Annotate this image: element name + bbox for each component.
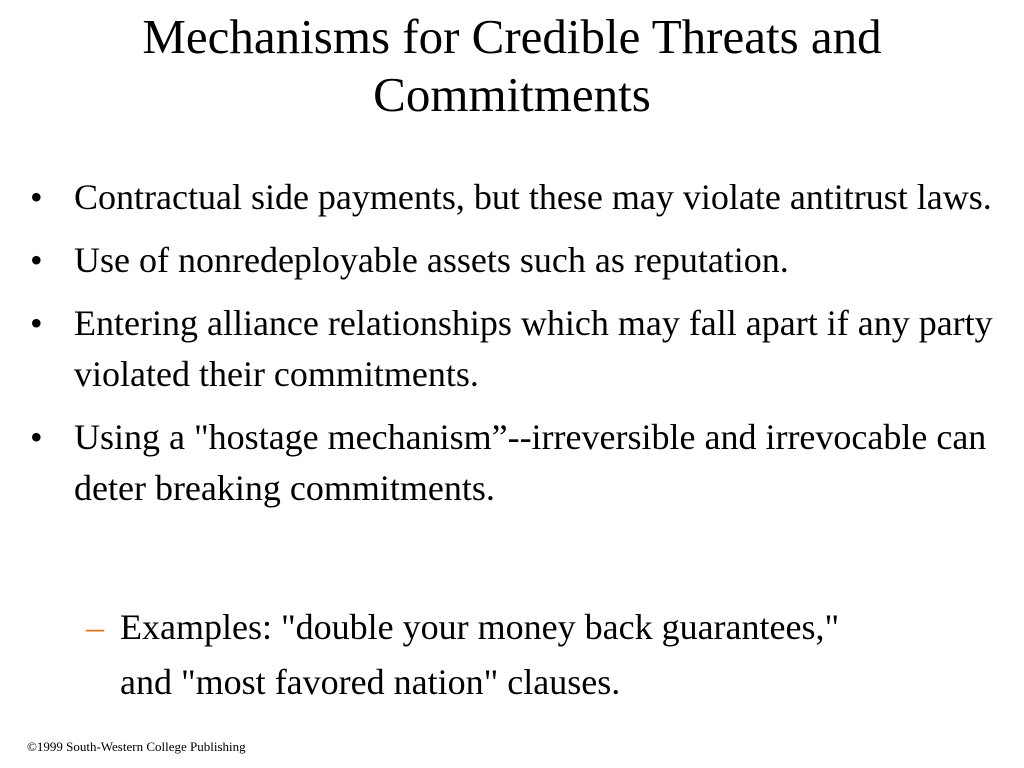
bullet-marker: • bbox=[30, 417, 43, 457]
bullet-marker: • bbox=[30, 303, 43, 343]
slide-title: Mechanisms for Credible Threats and Commitments bbox=[142, 9, 882, 122]
bullet-text: Use of nonredeployable assets such as reputation. bbox=[74, 240, 789, 280]
bullet-marker: • bbox=[30, 177, 43, 217]
bullet-text: Entering alliance relationships which may fall apart if any party violated their commitments. bbox=[74, 303, 993, 394]
sub-bullet-text: Examples: "double your money back guarantees," and "most favored nation" clauses. bbox=[120, 607, 840, 702]
bullet-marker: • bbox=[30, 240, 43, 280]
bullet-item bbox=[30, 412, 1000, 514]
bullet-text: Using a "hostage mechanism”--irreversible and irrevocable can deter breaking commitments. bbox=[74, 417, 987, 508]
bullet-item bbox=[30, 298, 1000, 400]
bullet-list bbox=[30, 172, 1000, 526]
copyright-footer: ©1999 South-Western College Publishing bbox=[27, 739, 246, 754]
bullet-item bbox=[30, 172, 1000, 223]
sub-bullet-item bbox=[86, 600, 860, 710]
bullet-item bbox=[30, 235, 1000, 286]
bullet-text: Contractual side payments, but these may violate antitrust laws. bbox=[74, 177, 992, 217]
sub-bullet-marker: – bbox=[86, 607, 104, 647]
